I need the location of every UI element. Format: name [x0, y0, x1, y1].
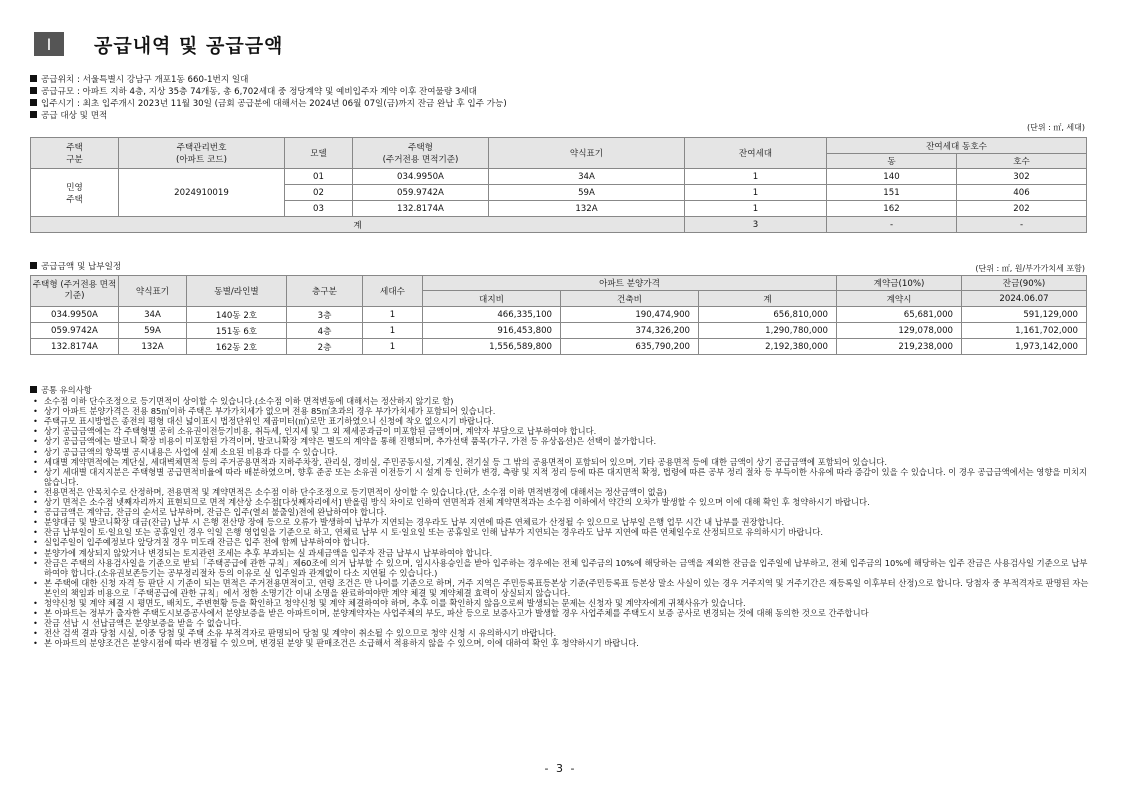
house-cell: 132.8174A [31, 339, 119, 355]
units-cell: 1 [363, 323, 423, 339]
house-cell: 034.9950A [31, 307, 119, 323]
supply-section-title: 공급 대상 및 면적 [30, 111, 107, 122]
building-cell: 374,326,200 [561, 323, 699, 339]
table-row [31, 339, 1087, 355]
note-item: • 본 아파트의 분양조건은 분양시점에 따라 변경될 수 있으며, 변경된 분양 및 판매조건은 소급해서 적용하지 않을 수 있으며, 이에 대하여 확인 후 청약하시기 바랍니다. [30, 638, 1092, 648]
deposit-cell: 129,078,000 [837, 323, 962, 339]
header-building: 건축비 [561, 291, 699, 307]
note-item: • 분양가에 계상되지 않았거나 변경되는 토지관련 조세는 추후 부과되는 실 과세금액을 입주자 잔금 납부시 납부하여야 합니다. [30, 548, 1092, 558]
note-item: • 본 아파트는 정부가 출자한 주택도시보증공사에서 분양보증을 받은 아파트이며, 분양계약자는 사업주체의 부도, 파산 등으로 보증사고가 발생할 경우 사업주체를 주택도시 보증 공사로 변경되는 것에 대해 동의한 것으로 간주합니다 [30, 608, 1092, 618]
bullet-square-icon [30, 99, 37, 106]
header-floor: 층구분 [287, 276, 363, 307]
header-units: 세대수 [363, 276, 423, 307]
header-balance: 잔금(90%) [962, 276, 1087, 291]
building-cell: 190,474,900 [561, 307, 699, 323]
info-scale: 공급규모 : 아파트 지하 4층, 지상 35층 74개동, 총 6,702세대 중 정당계약 및 예비입주자 계약 이후 잔여물량 3세대 [30, 87, 477, 98]
note-item: • 전산 검색 결과 당첨 시실, 이중 당첨 및 주택 소유 부적격자로 판명되어 당첨 및 계약이 취소될 수 있으므로 청약 신청 시 유의하시기 바랍니다. [30, 628, 1092, 638]
header-model: 모델 [285, 138, 353, 169]
note-item: • 상기 공급금액의 항목별 공시내용은 사업에 실제 소요된 비용과 다를 수 있습니다. [30, 447, 1092, 457]
short-cell: 132A [119, 339, 187, 355]
header-dong: 동 [827, 154, 957, 169]
bullet-square-icon [30, 75, 37, 82]
sum-cell: 1,290,780,000 [699, 323, 837, 339]
house-cell: 059.9742A [353, 185, 489, 201]
total-remain: 3 [685, 217, 827, 233]
ho-cell: 302 [957, 169, 1087, 185]
header-short-label: 약식표기 [489, 138, 685, 169]
header-balance-when: 2024.06.07 [962, 291, 1087, 307]
note-item: • 상기 세대별 대지지분은 주택형별 공급면적비율에 따라 배분하였으며, 향후 준공 또는 소유권 이전등기 시 설계 등 인허가 변경, 측량 및 지적 정리 등에 따른 대지면적 확정, 법령에 따른 공부 정리 절차 등 부득이한 사유에 따라 증감이 있을 수 있습니다. 이 경우 공급금액에서는 영향을 미치지 않습니다. [30, 467, 1092, 487]
total-label: 계 [31, 217, 685, 233]
dong-cell: 162 [827, 201, 957, 217]
dongline-cell: 140동 2호 [187, 307, 287, 323]
header-house-type: 주택형 (주거전용 면적기준) [31, 276, 119, 307]
note-item: • 본 주택에 대한 신청 자격 등 판단 시 기준이 되는 면적은 주거전용면적이고, 연령 조건은 만 나이를 기준으로 하며, 거주 지역은 주민등록표등본상 기준(주민등록표 등본상 말소 사실이 있는 경우 거주지역 및 거주기간은 재등록일 이후부터 산정)으로 합니다. 당첨자 중 부적격자로 판명된 자는 본인의 책임과 비용으로「주택공급에 관한 규칙」에서 정한 소명기간 이내 소명을 완료하여야만 계약 체결 및 계약체결 효력이 상실되지 않습니다. [30, 578, 1092, 598]
deposit-cell: 219,238,000 [837, 339, 962, 355]
note-item: • 잔금은 주택의 사용검사일을 기준으로 받되「주택공급에 관한 규칙」제60조에 의거 납부할 수 있으며, 임시사용승인을 받아 입주하는 경우에는 전체 입주금의 10%에 해당하는 금액을 제외한 잔금을 입주일에 납부하고, 전체 입주금의 10%에 해당하는 입주 잔금은 사용검사일 기준으로 납부하여야 합니다.(소유권보존등기는 공부정리절차 등의 이유로 실 입주일과 관계없이 다소 지연될 수 있습니다.) [30, 558, 1092, 578]
house-cell: 034.9950A [353, 169, 489, 185]
header-house-type: 주택 구분 [31, 138, 119, 169]
header-ho: 호수 [957, 154, 1087, 169]
table-row [31, 323, 1087, 339]
notes-list [30, 396, 1092, 648]
dongline-cell: 151동 6호 [187, 323, 287, 339]
header-mgmt-no: 주택관리번호 (아파트 코드) [119, 138, 285, 169]
note-item: • 공급금액은 계약금, 잔금의 순서로 납부하며, 잔금은 입주(열쇠 불출일)전에 완납하여야 합니다. [30, 507, 1092, 517]
sum-cell: 2,192,380,000 [699, 339, 837, 355]
note-item: • 상기 공급금액에는 각 주택형별 공히 소유권이전등기비용, 취득세, 인지세 및 그 외 제세공과금이 미포함된 금액이며, 계약자 부담으로 납부하여야 합니다. [30, 426, 1092, 436]
units-cell: 1 [363, 339, 423, 355]
page-number: - 3 - [544, 762, 577, 775]
note-item: • 잔금 선납 시 선납금액은 분양보증을 받을 수 없습니다. [30, 618, 1092, 628]
note-item: • 전용면적은 안목치수로 산정하며, 전용면적 및 계약면적은 소수점 이하 단수조정으로 등기면적이 상이할 수 있습니다.(단, 소수점 이하 면적변경에 대해서는 정산금액이 없음) [30, 487, 1092, 497]
note-item: • 잔금 납부일이 토·일요일 또는 공휴일인 경우 익일 은행 영업일을 기준으로 하고, 연체료 납부 시 토·일요일 또는 공휴일로 인해 납부가 지연되는 경우라도 납부 지연에 따른 연체일수로 산정되므로 유의하시기 바랍니다. [30, 527, 1092, 537]
header-sum: 계 [699, 291, 837, 307]
remain-cell: 1 [685, 201, 827, 217]
header-dong-line: 동별/라인별 [187, 276, 287, 307]
note-item: • 주택규모 표시방법은 종전의 평형 대신 넓이표시 법정단위인 제곱미터(㎡)로만 표기하였으니 신청에 착오 없으시기 바랍니다. [30, 416, 1092, 426]
house-type-cell: 민영 주택 [31, 169, 119, 217]
house-cell: 132.8174A [353, 201, 489, 217]
balance-cell: 591,129,000 [962, 307, 1087, 323]
bullet-square-icon [30, 111, 37, 118]
model-cell: 03 [285, 201, 353, 217]
sum-cell: 656,810,000 [699, 307, 837, 323]
model-cell: 02 [285, 185, 353, 201]
header-remaining: 잔여세대 [685, 138, 827, 169]
short-cell: 132A [489, 201, 685, 217]
section-header [34, 30, 283, 58]
info-movein: 입주시기 : 최초 입주개시 2023년 11월 30일 (금회 공급분에 대해서는 2024년 06월 07일(금)까지 잔금 완납 후 입주 가능) [30, 99, 507, 110]
short-cell: 59A [119, 323, 187, 339]
price-section-title: 공급금액 및 납부일정 [30, 262, 121, 273]
note-item: • 분양대금 및 발코니확장 대금(잔금) 납부 시 은행 전산망 장애 등으로 오류가 발생하여 납부가 지연되는 경우라도 납부 지연에 따른 연체료가 산정될 수 있으므로 납부일 은행 업무 시간 내 납부를 권장합니다. [30, 517, 1092, 527]
info-location: 공급위치 : 서울특별시 강남구 개포1동 660-1번지 일대 [30, 75, 248, 86]
building-cell: 635,790,200 [561, 339, 699, 355]
short-cell: 34A [119, 307, 187, 323]
header-sale-price: 아파트 분양가격 [423, 276, 837, 291]
header-land: 대지비 [423, 291, 561, 307]
note-item: • 세대별 계약면적에는 계단실, 세대벽체면적 등의 주거공용면적과 지하주차장, 관리실, 경비실, 주민공동시설, 기계실, 전기실 등 그 밖의 공용면적이 포함되어 있으며, 기타 공용면적 등에 대한 금액이 상기 공급금액에 포함되어 있습니다. [30, 457, 1092, 467]
total-dong: - [827, 217, 957, 233]
model-cell: 01 [285, 169, 353, 185]
section-number: I [34, 32, 64, 56]
header-house-size: 주택형 (주거전용 면적기준) [353, 138, 489, 169]
land-cell: 1,556,589,800 [423, 339, 561, 355]
bullet-square-icon [30, 87, 37, 94]
bullet-square-icon [30, 262, 37, 269]
note-item: • 청약신청 및 계약 체결 시 평면도, 배치도, 주변현황 등을 확인하고 청약신청 및 계약 체결하여야 하며, 추후 이를 확인하지 않음으로써 발생되는 문제는 신청자 및 계약자에게 귀책사유가 있습니다. [30, 598, 1092, 608]
note-item: • 소수점 이하 단수조정으로 등기면적이 상이할 수 있습니다.(소수점 이하 면적변동에 대해서는 정산하지 않기로 함) [30, 396, 1092, 406]
table-total-row [31, 217, 1087, 233]
deposit-cell: 65,681,000 [837, 307, 962, 323]
note-item: • 상기 아파트 분양가격은 전용 85㎡이하 주택은 부가가치세가 없으며 전용 85㎡초과의 경우 부가가치세가 포함되어 있습니다. [30, 406, 1092, 416]
short-cell: 59A [489, 185, 685, 201]
note-item: • 상기 면적은 소수점 넷째자리까지 표현되므로 면적 계산상 소수점[다섯째자리에서] 반올림 방식 차이로 인하여 연면적과 전체 계약면적과는 소수점 이하에서 약간의 오차가 발생할 수 있으며 이에 대해 확인 후 청약하시기 바랍니다. [30, 497, 1092, 507]
header-dong-ho: 잔여세대 동호수 [827, 138, 1087, 154]
house-cell: 059.9742A [31, 323, 119, 339]
common-notes [30, 385, 1092, 648]
header-short-label: 약식표기 [119, 276, 187, 307]
units-cell: 1 [363, 307, 423, 323]
note-item: • 상기 공급금액에는 발코니 확장 비용이 미포함된 가격이며, 발코니확장 계약은 별도의 계약을 통해 진행되며, 추가선택 품목(가구, 가전 등 유상옵션)은 선택이 불가합니다. [30, 436, 1092, 446]
bullet-square-icon [30, 386, 37, 393]
floor-cell: 2층 [287, 339, 363, 355]
supply-unit-label: (단위 : ㎡, 세대) [1026, 123, 1085, 132]
floor-cell: 4층 [287, 323, 363, 339]
dongline-cell: 162동 2호 [187, 339, 287, 355]
page-title: 공급내역 및 공급금액 [94, 34, 284, 57]
balance-cell: 1,161,702,000 [962, 323, 1087, 339]
supply-table [30, 137, 1087, 233]
header-deposit: 계약금(10%) [837, 276, 962, 291]
header-deposit-when: 계약시 [837, 291, 962, 307]
table-row [31, 169, 1087, 185]
short-cell: 34A [489, 169, 685, 185]
ho-cell: 202 [957, 201, 1087, 217]
table-row [31, 307, 1087, 323]
total-ho: - [957, 217, 1087, 233]
remain-cell: 1 [685, 185, 827, 201]
dong-cell: 140 [827, 169, 957, 185]
land-cell: 916,453,800 [423, 323, 561, 339]
land-cell: 466,335,100 [423, 307, 561, 323]
mgmt-no-cell: 2024910019 [119, 169, 285, 217]
dong-cell: 151 [827, 185, 957, 201]
price-table [30, 275, 1087, 355]
floor-cell: 3층 [287, 307, 363, 323]
ho-cell: 406 [957, 185, 1087, 201]
balance-cell: 1,973,142,000 [962, 339, 1087, 355]
notes-heading: 공통 유의사항 [30, 385, 1092, 395]
remain-cell: 1 [685, 169, 827, 185]
note-item: • 실입주일이 입주예정보다 앞당겨질 경우 미도래 잔금은 입주 전에 함께 납부하여야 합니다. [30, 537, 1092, 547]
price-unit-label: (단위 : ㎡, 원/부가가치세 포함) [975, 264, 1085, 273]
